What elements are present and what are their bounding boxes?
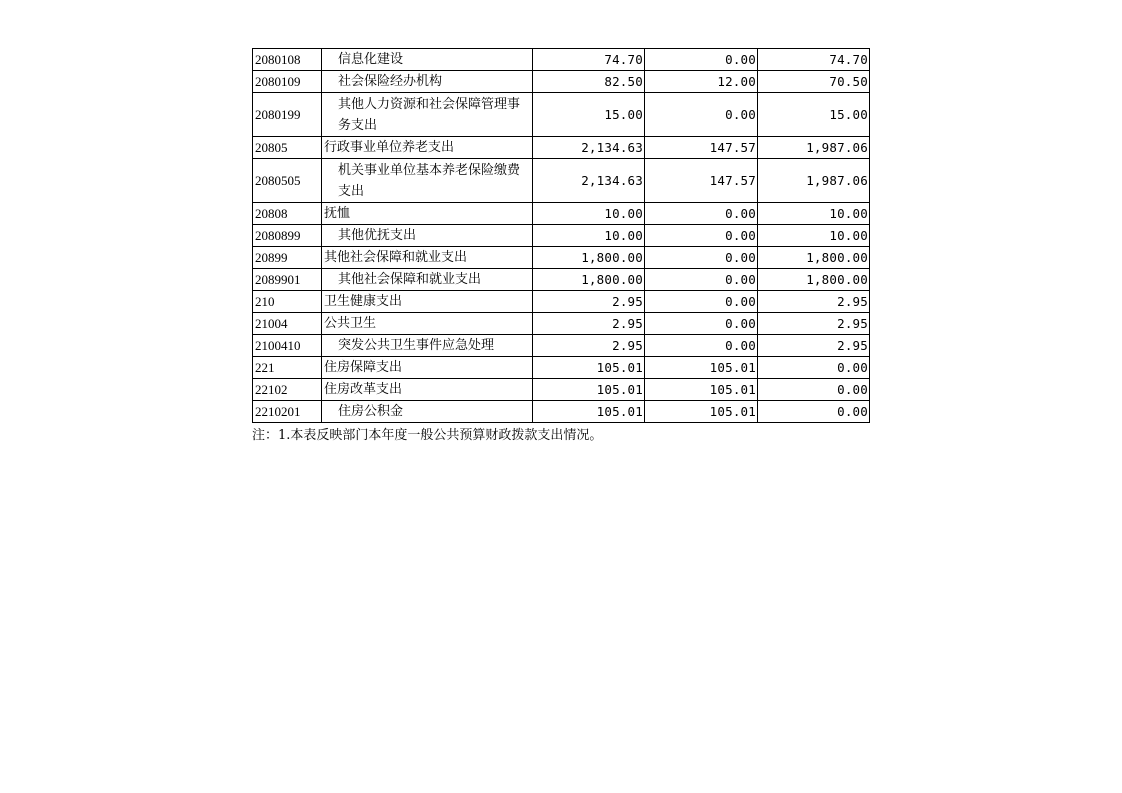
- total-amount-cell: 2.95: [533, 313, 645, 335]
- basic-expense-cell: 0.00: [645, 335, 758, 357]
- subject-name-cell: 其他优抚支出: [322, 225, 533, 247]
- total-amount-cell: 82.50: [533, 71, 645, 93]
- subject-code-cell: 21004: [253, 313, 322, 335]
- project-expense-cell: 1,987.06: [758, 137, 870, 159]
- subject-name-cell: 信息化建设: [322, 49, 533, 71]
- subject-code-cell: 2080108: [253, 49, 322, 71]
- total-amount-cell: 2,134.63: [533, 159, 645, 203]
- basic-expense-cell: 147.57: [645, 137, 758, 159]
- table-row: [253, 313, 870, 335]
- table-row: [253, 357, 870, 379]
- table-row: [253, 203, 870, 225]
- project-expense-cell: 0.00: [758, 357, 870, 379]
- basic-expense-cell: 105.01: [645, 379, 758, 401]
- project-expense-cell: 0.00: [758, 401, 870, 423]
- project-expense-cell: 0.00: [758, 379, 870, 401]
- project-expense-cell: 2.95: [758, 335, 870, 357]
- subject-name-cell: 其他社会保障和就业支出: [322, 247, 533, 269]
- project-expense-cell: 10.00: [758, 203, 870, 225]
- subject-name-cell: 突发公共卫生事件应急处理: [322, 335, 533, 357]
- table-row: [253, 159, 870, 203]
- total-amount-cell: 10.00: [533, 225, 645, 247]
- basic-expense-cell: 105.01: [645, 401, 758, 423]
- basic-expense-cell: 12.00: [645, 71, 758, 93]
- basic-expense-cell: 0.00: [645, 313, 758, 335]
- subject-code-cell: 2080505: [253, 159, 322, 203]
- table-row: [253, 335, 870, 357]
- table-row: [253, 49, 870, 71]
- subject-code-cell: 2100410: [253, 335, 322, 357]
- subject-code-cell: 2080199: [253, 93, 322, 137]
- project-expense-cell: 1,800.00: [758, 247, 870, 269]
- subject-name-cell: 住房公积金: [322, 401, 533, 423]
- total-amount-cell: 105.01: [533, 401, 645, 423]
- project-expense-cell: 1,987.06: [758, 159, 870, 203]
- subject-code-cell: 22102: [253, 379, 322, 401]
- budget-table-body: [253, 49, 870, 423]
- basic-expense-cell: 0.00: [645, 93, 758, 137]
- project-expense-cell: 2.95: [758, 291, 870, 313]
- subject-name-cell: 抚恤: [322, 203, 533, 225]
- total-amount-cell: 15.00: [533, 93, 645, 137]
- table-row: [253, 93, 870, 137]
- table-row: [253, 247, 870, 269]
- total-amount-cell: 105.01: [533, 357, 645, 379]
- total-amount-cell: 1,800.00: [533, 269, 645, 291]
- basic-expense-cell: 147.57: [645, 159, 758, 203]
- subject-code-cell: 2080899: [253, 225, 322, 247]
- subject-name-cell: 机关事业单位基本养老保险缴费支出: [322, 159, 533, 203]
- basic-expense-cell: 0.00: [645, 225, 758, 247]
- project-expense-cell: 1,800.00: [758, 269, 870, 291]
- subject-code-cell: 2210201: [253, 401, 322, 423]
- basic-expense-cell: 0.00: [645, 203, 758, 225]
- subject-name-cell: 公共卫生: [322, 313, 533, 335]
- table-row: [253, 379, 870, 401]
- subject-code-cell: 2080109: [253, 71, 322, 93]
- subject-code-cell: 20805: [253, 137, 322, 159]
- project-expense-cell: 15.00: [758, 93, 870, 137]
- subject-name-cell: 卫生健康支出: [322, 291, 533, 313]
- subject-name-cell: 住房保障支出: [322, 357, 533, 379]
- total-amount-cell: 2.95: [533, 335, 645, 357]
- table-footnote: 注：1.本表反映部门本年度一般公共预算财政拨款支出情况。: [252, 428, 603, 443]
- subject-name-cell: 住房改革支出: [322, 379, 533, 401]
- total-amount-cell: 2,134.63: [533, 137, 645, 159]
- basic-expense-cell: 105.01: [645, 357, 758, 379]
- subject-code-cell: 2089901: [253, 269, 322, 291]
- subject-code-cell: 20899: [253, 247, 322, 269]
- total-amount-cell: 2.95: [533, 291, 645, 313]
- project-expense-cell: 2.95: [758, 313, 870, 335]
- total-amount-cell: 74.70: [533, 49, 645, 71]
- project-expense-cell: 70.50: [758, 71, 870, 93]
- project-expense-cell: 74.70: [758, 49, 870, 71]
- subject-name-cell: 行政事业单位养老支出: [322, 137, 533, 159]
- subject-name-cell: 其他社会保障和就业支出: [322, 269, 533, 291]
- project-expense-cell: 10.00: [758, 225, 870, 247]
- subject-code-cell: 221: [253, 357, 322, 379]
- basic-expense-cell: 0.00: [645, 49, 758, 71]
- table-row: [253, 137, 870, 159]
- basic-expense-cell: 0.00: [645, 247, 758, 269]
- table-row: [253, 71, 870, 93]
- budget-sheet: [252, 48, 869, 445]
- total-amount-cell: 10.00: [533, 203, 645, 225]
- table-row: [253, 401, 870, 423]
- subject-code-cell: 20808: [253, 203, 322, 225]
- subject-code-cell: 210: [253, 291, 322, 313]
- subject-name-cell: 社会保险经办机构: [322, 71, 533, 93]
- basic-expense-cell: 0.00: [645, 269, 758, 291]
- subject-name-cell: 其他人力资源和社会保障管理事务支出: [322, 93, 533, 137]
- total-amount-cell: 1,800.00: [533, 247, 645, 269]
- table-row: [253, 291, 870, 313]
- table-row: [253, 225, 870, 247]
- budget-table: [252, 48, 870, 423]
- table-row: [253, 269, 870, 291]
- basic-expense-cell: 0.00: [645, 291, 758, 313]
- total-amount-cell: 105.01: [533, 379, 645, 401]
